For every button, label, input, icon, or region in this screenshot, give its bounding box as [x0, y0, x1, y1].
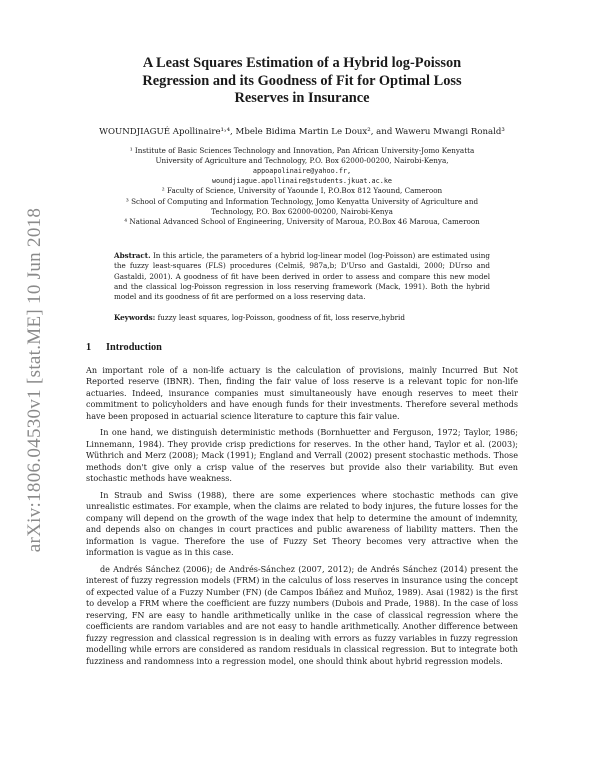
abstract-text: In this article, the parameters of a hybrid log-linear model (log-Poisson) are estimated using the fuzzy least-squares (FLS) procedures (Celmiš, 987a,b; D'Urso and Gastaldi, 2000; DUrso and Gastaldi, 2001). A goodness of fit have been derived in order to assess and compare this new model and the classical log-Poisson regression in loss reserving framework (Mack, 1991). Both the hybrid model and its goodness of fit are performed on a loss reserving data. [114, 251, 490, 302]
body-paragraph: In Straub and Swiss (1988), there are some experiences where stochastic methods can give unrealistic estimates. For example, when the claims are related to body injures, the future losses for the company will depend on the growth of the wage index that help to determine the amount of indemnity, and depends also on changes in court practices and public awareness of liability matters. Then the information is vague. Therefore the use of Fuzzy Set Theory becomes very attractive when the information is vague as in this case. [86, 489, 518, 558]
title-line: Regression and its Goodness of Fit for Optimal Loss [142, 72, 462, 89]
section-heading [86, 342, 518, 353]
email-link[interactable]: appoapolinaire@yahoo.fr, [252, 166, 352, 175]
title-line: A Least Squares Estimation of a Hybrid log-Poisson [142, 55, 462, 71]
author-list: WOUNDJIAGUÉ Apollinaire¹˒⁴, Mbele Bidima Martin Le Doux², and Waweru Mwangi Ronald³ [99, 126, 505, 137]
paper-title [86, 55, 518, 108]
affiliations [86, 146, 518, 228]
affiliation-line: ¹ Institute of Basic Sciences Technology and Innovation, Pan African University-Jomo Kenyatta [129, 145, 475, 155]
affiliation-line: ³ School of Computing and Information Technology, Jomo Kenyatta University of Agriculture and [125, 196, 479, 206]
keywords [114, 313, 490, 323]
title-line: Reserves in Insurance [234, 90, 370, 106]
section-title: Introduction [106, 341, 162, 353]
section-number: 1 [86, 341, 92, 353]
abstract [114, 251, 490, 302]
affiliation-line: ⁴ National Advanced School of Engineering, University of Maroua, P.O.Box 46 Maroua, Cameroon [124, 216, 480, 226]
body-paragraph: An important role of a non-life actuary is the calculation of provisions, mainly Incurred But Not Reported reserve (IBNR). Then, finding the fair value of loss reserve is a relevant topic for non-life actuaries. Indeed, insurance companies must simultaneously have enough reserves to meet their commitment to policyholders and have enough funds for their investments. Therefore several methods have been proposed in actuarial science literature to capture this fair value. [86, 364, 518, 421]
arxiv-id-text: arXiv:1806.04530v1 [stat.ME] 10 Jun 2018 [24, 207, 45, 553]
email-link[interactable]: woundjiague.apollinaire@students.jkuat.ac.ke [211, 177, 393, 186]
paper-page [86, 55, 518, 667]
body-paragraph: de Andrés Sánchez (2006); de Andrés-Sánchez (2007, 2012); de Andrés Sánchez (2014) present the interest of fuzzy regression models (FRM) in the calculus of loss reserves in insurance using the concept of expected value of a Fuzzy Number (FN) (de Campos Ibáñez and Muñoz, 1989). Asai (1982) is the first to develop a FRM where the coefficient are fuzzy numbers (Dubois and Prade, 1988). In the case of loss reserving, FN are easy to handle arithmetically unlike in the case of classical regression where the coefficients are random variables and are not easy to handle arithmetically. Another difference between fuzzy regression and classical regression is in dealing with errors as fuzzy variables in fuzzy regression modelling while errors are considered as random residuals in classical regression. But to integrate both fuzziness and randomness into a regression model, one should think about hybrid regression models. [86, 563, 518, 666]
affiliation-line: Technology, P.O. Box 62000-00200, Nairobi-Kenya [211, 206, 393, 216]
affiliation-line: University of Agriculture and Technology, P.O. Box 62000-00200, Nairobi-Kenya, [155, 155, 449, 165]
keywords-label: Keywords: [114, 312, 156, 322]
affiliation-line: ² Faculty of Science, University of Yaounde I, P.O.Box 812 Yaound, Cameroon [161, 186, 443, 196]
keywords-text: fuzzy least squares, log-Poisson, goodness of fit, loss reserve,hybrid [157, 312, 405, 322]
abstract-label: Abstract. [114, 251, 151, 261]
arxiv-identifier-stamp [17, 170, 53, 590]
body-paragraph: In one hand, we distinguish deterministic methods (Bornhuetter and Ferguson, 1972; Taylor, 1986; Linnemann, 1984). They provide crisp predictions for reserves. In the other hand, Taylor et al. (2003); Wüthrich and Merz (2008); Mack (1991); England and Verrall (2002) present stochastic methods. Those methods don't give only a crisp value of the reserves but provide also their variability. But even stochastic methods have weakness. [86, 427, 518, 484]
